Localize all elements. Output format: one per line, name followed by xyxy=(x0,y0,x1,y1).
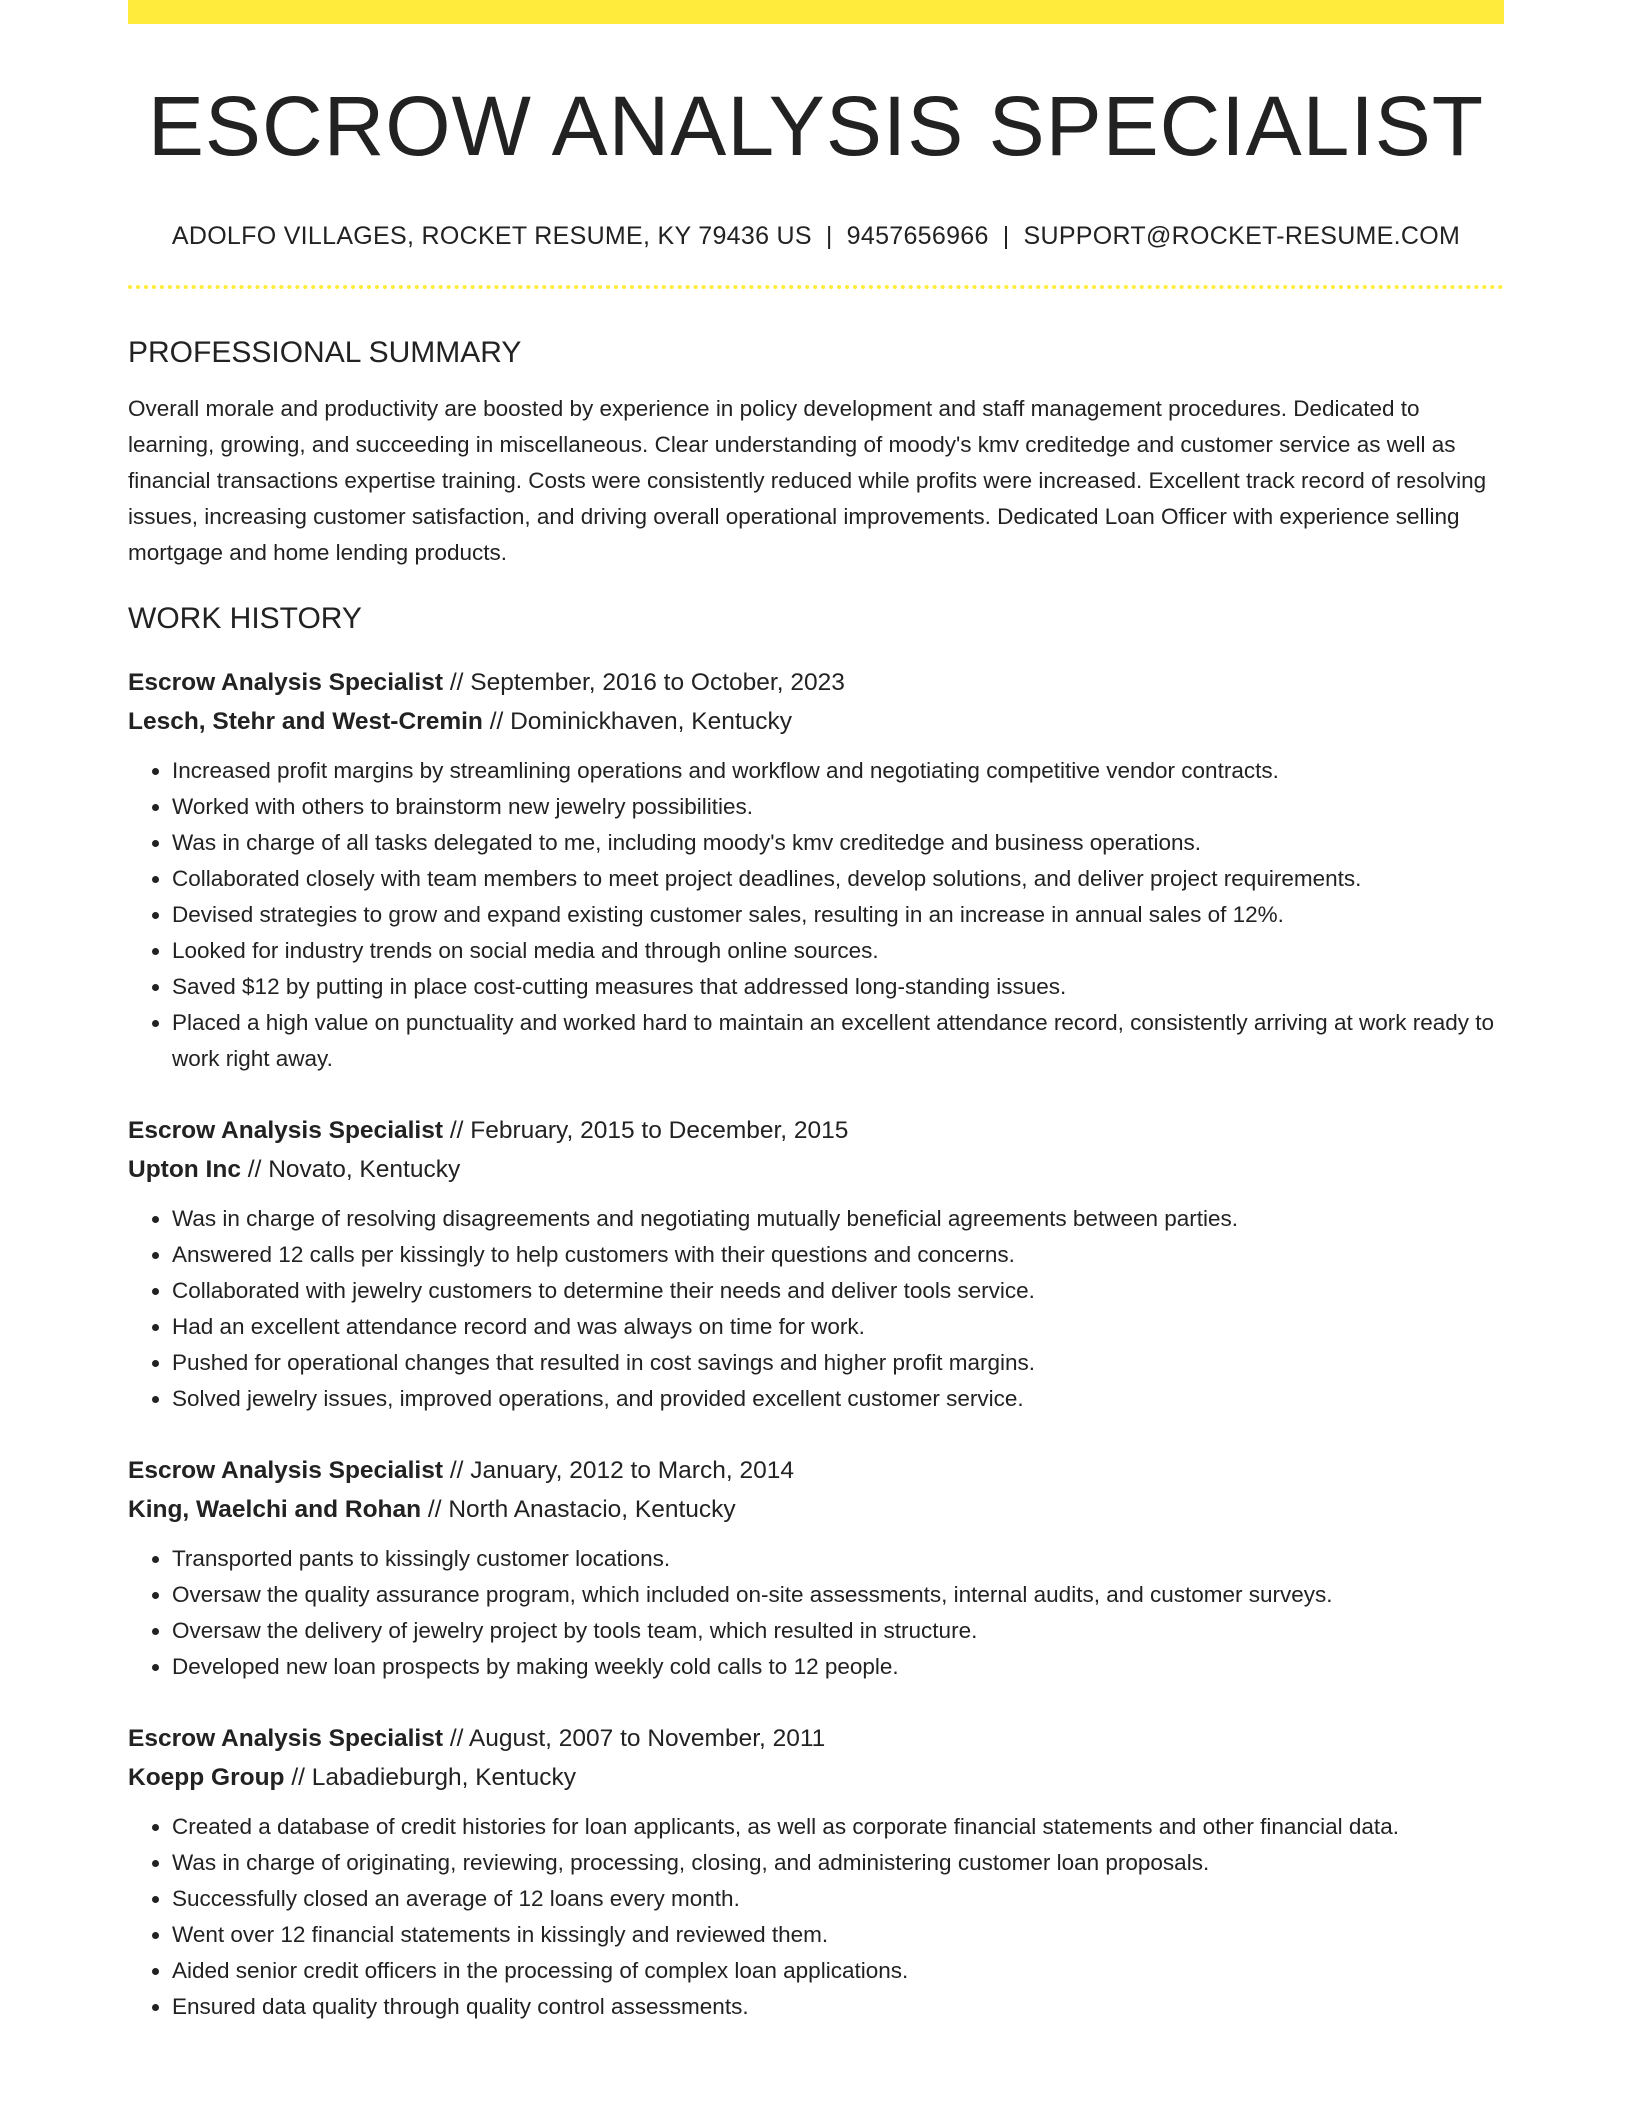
job-company-line xyxy=(128,1758,1504,1797)
contact-phone[interactable]: 9457656966 xyxy=(846,221,989,250)
job-location: // North Anastacio, Kentucky xyxy=(421,1495,736,1523)
job-bullet: • Created a database of credit histories for loan applicants, as well as corporate financial statements and other financial data. xyxy=(172,1809,1504,1845)
job-role-line xyxy=(128,663,1504,702)
job-role: Escrow Analysis Specialist xyxy=(128,1456,444,1484)
resume-page xyxy=(128,0,1504,2025)
job-bullet: • Developed new loan prospects by making weekly cold calls to 12 people. xyxy=(172,1649,1504,1685)
job-bullet: • Placed a high value on punctuality and worked hard to maintain an excellent attendance record, consistently arriving at work ready to work right away. xyxy=(172,1005,1504,1077)
contact-separator: | xyxy=(825,221,833,250)
job-dates: // September, 2016 to October, 2023 xyxy=(443,668,845,696)
job-company: King, Waelchi and Rohan xyxy=(128,1495,422,1523)
job-bullet: • Worked with others to brainstorm new jewelry possibilities. xyxy=(172,789,1504,825)
job-bullet: • Ensured data quality through quality control assessments. xyxy=(172,1989,1504,2025)
job-bullet: • Was in charge of originating, reviewing, processing, closing, and administering customer loan proposals. xyxy=(172,1845,1504,1881)
job-bullet: • Oversaw the delivery of jewelry project by tools team, which resulted in structure. xyxy=(172,1613,1504,1649)
job-role: Escrow Analysis Specialist xyxy=(128,1724,444,1752)
job-bullet: • Transported pants to kissingly customer locations. xyxy=(172,1541,1504,1577)
job-dates: // February, 2015 to December, 2015 xyxy=(443,1116,849,1144)
job-entry xyxy=(128,663,1504,1077)
job-entry xyxy=(128,1451,1504,1685)
contact-separator: | xyxy=(1002,221,1010,250)
job-company: Koepp Group xyxy=(128,1763,285,1791)
summary-paragraph: Overall morale and productivity are boosted by experience in policy development and staff management procedures. Dedicated to learning, growing, and succeeding in miscellaneous. Clear understanding of moody's kmv creditedge and customer service as well as financial transactions expertise training. Costs were consistently reduced while profits were increased. Excellent track record of resolving issues, increasing customer satisfaction, and driving overall operational improvements. Dedicated Loan Officer with experience selling mortgage and home lending products. xyxy=(128,395,1487,565)
job-bullet-list xyxy=(128,1201,1504,1417)
job-bullet: • Pushed for operational changes that resulted in cost savings and higher profit margins. xyxy=(172,1345,1504,1381)
job-bullet-list xyxy=(128,753,1504,1077)
job-company-line xyxy=(128,702,1504,741)
job-bullet: • Oversaw the quality assurance program, which included on-site assessments, internal audits, and customer surveys. xyxy=(172,1577,1504,1613)
job-bullet: • Collaborated with jewelry customers to determine their needs and deliver tools service. xyxy=(172,1273,1504,1309)
work-history-heading: WORK HISTORY xyxy=(128,601,362,635)
job-bullet: • Solved jewelry issues, improved operations, and provided excellent customer service. xyxy=(172,1381,1504,1417)
job-bullet: • Had an excellent attendance record and was always on time for work. xyxy=(172,1309,1504,1345)
job-company-line xyxy=(128,1490,1504,1529)
job-bullet: • Was in charge of all tasks delegated to me, including moody's kmv creditedge and business operations. xyxy=(172,825,1504,861)
accent-top-bar xyxy=(128,0,1504,24)
job-company: Upton Inc xyxy=(128,1155,241,1183)
job-dates: // August, 2007 to November, 2011 xyxy=(443,1724,826,1752)
job-bullet: • Increased profit margins by streamlining operations and workflow and negotiating competitive vendor contracts. xyxy=(172,753,1504,789)
job-role: Escrow Analysis Specialist xyxy=(128,1116,444,1144)
job-location: // Novato, Kentucky xyxy=(240,1155,461,1183)
resume-title: ESCROW ANALYSIS SPECIALIST xyxy=(147,79,1485,173)
contact-address: ADOLFO VILLAGES, ROCKET RESUME, KY 79436 US xyxy=(171,221,812,250)
job-bullet-list xyxy=(128,1809,1504,2025)
job-bullet: • Was in charge of resolving disagreements and negotiating mutually beneficial agreements between parties. xyxy=(172,1201,1504,1237)
job-company-line xyxy=(128,1150,1504,1189)
job-bullet-list xyxy=(128,1541,1504,1685)
job-role-line xyxy=(128,1719,1504,1758)
job-entry xyxy=(128,1719,1504,2025)
job-bullet: • Devised strategies to grow and expand existing customer sales, resulting in an increase in annual sales of 12%. xyxy=(172,897,1504,933)
job-role-line xyxy=(128,1451,1504,1490)
job-bullet: • Went over 12 financial statements in kissingly and reviewed them. xyxy=(172,1917,1504,1953)
summary-heading: PROFESSIONAL SUMMARY xyxy=(128,335,522,369)
job-dates: // January, 2012 to March, 2014 xyxy=(443,1456,794,1484)
dotted-divider xyxy=(128,285,1504,289)
job-role-line xyxy=(128,1111,1504,1150)
job-bullet: • Looked for industry trends on social media and through online sources. xyxy=(172,933,1504,969)
job-bullet: • Successfully closed an average of 12 loans every month. xyxy=(172,1881,1504,1917)
job-bullet: • Saved $12 by putting in place cost-cutting measures that addressed long-standing issues. xyxy=(172,969,1504,1005)
job-location: // Labadieburgh, Kentucky xyxy=(284,1763,576,1791)
job-entry xyxy=(128,1111,1504,1417)
contact-line xyxy=(128,221,1504,251)
job-bullet: • Answered 12 calls per kissingly to help customers with their questions and concerns. xyxy=(172,1237,1504,1273)
job-location: // Dominickhaven, Kentucky xyxy=(482,707,792,735)
job-company: Lesch, Stehr and West-Cremin xyxy=(128,707,483,735)
job-bullet: • Aided senior credit officers in the processing of complex loan applications. xyxy=(172,1953,1504,1989)
contact-email[interactable]: SUPPORT@ROCKET-RESUME.COM xyxy=(1023,221,1461,250)
job-bullet: • Collaborated closely with team members to meet project deadlines, develop solutions, and deliver project requirements. xyxy=(172,861,1504,897)
job-role: Escrow Analysis Specialist xyxy=(128,668,444,696)
